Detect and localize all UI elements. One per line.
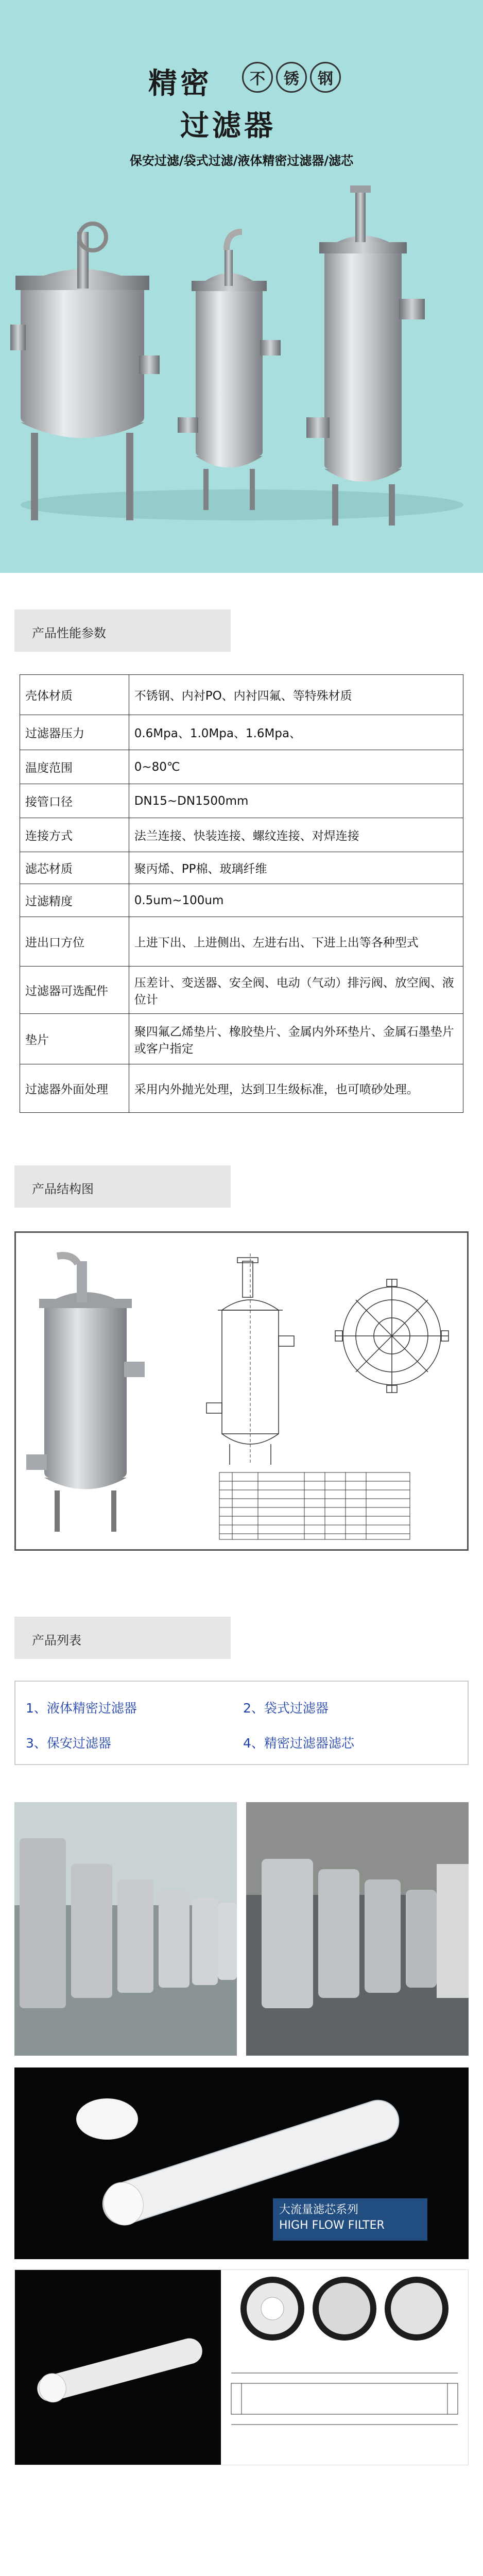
spec-value: 0.6Mpa、1.0Mpa、1.6Mpa、	[129, 715, 463, 750]
spec-key: 滤芯材质	[20, 852, 129, 884]
left-filter-housing	[10, 224, 160, 520]
table-row	[20, 750, 463, 784]
section-header-structure	[14, 1165, 231, 1208]
product-list	[14, 1681, 469, 1765]
spec-key: 过滤器外面处理	[20, 1064, 129, 1113]
spec-key: 垫片	[20, 1014, 129, 1064]
table-row	[20, 675, 463, 715]
product-link-filter-cartridge[interactable]: 4、精密过滤器滤芯	[243, 1736, 354, 1751]
product-link-bag-filter[interactable]: 2、袋式过滤器	[243, 1701, 329, 1716]
spec-key: 接管口径	[20, 784, 129, 818]
spec-value: 聚四氟乙烯垫片、橡胶垫片、金属内外环垫片、金属石墨垫片或客户指定	[129, 1014, 463, 1064]
spec-value: DN15~DN1500mm	[129, 784, 463, 818]
table-row	[20, 917, 463, 967]
product-link-security-filter[interactable]: 3、保安过滤器	[26, 1736, 111, 1751]
hero-title-line1: 精密	[148, 67, 212, 100]
spec-key: 过滤器可选配件	[20, 967, 129, 1014]
filter-housings-illustration	[0, 175, 483, 551]
table-row	[20, 784, 463, 818]
caption-line-en: HIGH FLOW FILTER	[279, 2219, 385, 2232]
hero-subtitle: 保安过滤/袋式过滤/液体精密过滤器/滤芯	[129, 154, 354, 168]
spec-value: 采用内外抛光处理，达到卫生级标准，也可喷砂处理。	[129, 1064, 463, 1113]
product-photo-housings-workshop	[246, 1802, 469, 2056]
spec-value: 法兰连接、快装连接、螺纹连接、对焊连接	[129, 818, 463, 852]
spec-key: 过滤精度	[20, 884, 129, 917]
parts-table	[219, 1472, 410, 1539]
technical-side-view	[206, 1253, 294, 1465]
table-row	[20, 852, 463, 884]
spec-value: 不锈钢、内衬PO、内衬四氟、等特殊材质	[129, 675, 463, 715]
spec-key: 连接方式	[20, 818, 129, 852]
stainless-steel-badge	[242, 61, 345, 94]
section-header-performance	[14, 609, 231, 652]
middle-filter-housing	[178, 232, 281, 510]
structure-drawing	[14, 1231, 469, 1551]
section-header-product-list	[14, 1617, 231, 1659]
badge-char: 锈	[276, 62, 307, 93]
table-row	[20, 1064, 463, 1113]
spec-key: 进出口方位	[20, 917, 129, 967]
spec-key: 壳体材质	[20, 675, 129, 715]
spec-key: 过滤器压力	[20, 715, 129, 750]
section-title: 产品性能参数	[32, 626, 106, 640]
product-photo-cartridge-details	[14, 2269, 469, 2465]
table-row	[20, 967, 463, 1014]
table-row	[20, 818, 463, 852]
badge-char: 钢	[310, 62, 341, 93]
spec-key: 温度范围	[20, 750, 129, 784]
table-row	[20, 1014, 463, 1064]
spec-value: 上进下出、上进侧出、左进右出、下进上出等各种型式	[129, 917, 463, 967]
table-row	[20, 884, 463, 917]
caption-line-cn: 大流量滤芯系列	[279, 2204, 359, 2216]
table-row	[20, 715, 463, 750]
spec-table	[20, 674, 463, 1113]
product-photo-housings-outdoor	[14, 1802, 237, 2056]
hero-title-line2: 过滤器	[180, 109, 276, 143]
technical-top-view	[335, 1279, 449, 1393]
section-title: 产品列表	[32, 1633, 81, 1648]
high-flow-caption	[273, 2198, 427, 2241]
filter-photo	[26, 1256, 145, 1532]
product-link-liquid-filter[interactable]: 1、液体精密过滤器	[26, 1701, 137, 1716]
hero-banner	[0, 0, 483, 573]
badge-char: 不	[242, 62, 273, 93]
spec-value: 压差计、变送器、安全阀、电动（气动）排污阀、放空阀、液位计	[129, 967, 463, 1014]
spec-value: 聚丙烯、PP棉、玻璃纤维	[129, 852, 463, 884]
right-filter-housing	[306, 185, 425, 526]
structure-diagram-svg	[16, 1233, 467, 1549]
spec-value: 0.5um~100um	[129, 884, 463, 917]
section-title: 产品结构图	[32, 1182, 94, 1196]
spec-value: 0~80℃	[129, 750, 463, 784]
